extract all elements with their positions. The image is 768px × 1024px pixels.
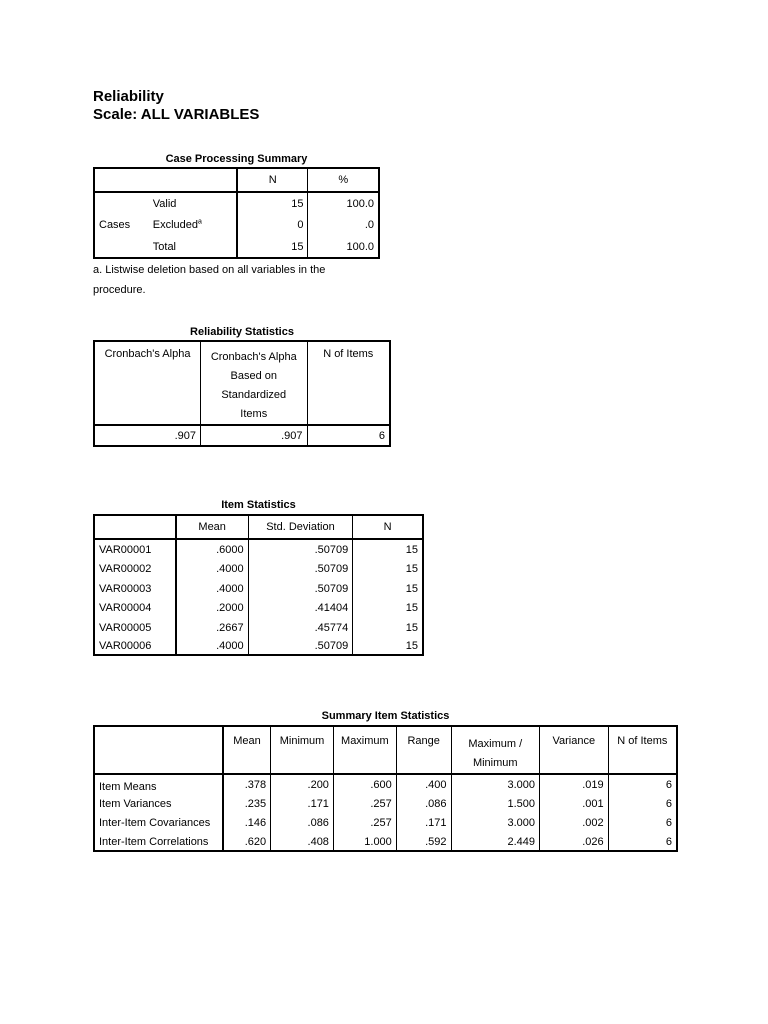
- table-row: [94, 236, 379, 258]
- header-line: Cronbach's Alpha: [210, 351, 297, 363]
- cell-value: .378: [223, 774, 271, 794]
- cell-value: 0: [237, 214, 308, 236]
- summary-statistics-title: Summary Item Statistics: [321, 710, 450, 722]
- table-row: [94, 813, 677, 833]
- table-row: [94, 192, 379, 214]
- column-header: Minimum: [271, 726, 334, 774]
- cell-value: .600: [333, 774, 396, 794]
- column-header: N: [237, 168, 308, 192]
- table-row: [94, 579, 423, 598]
- cell-value: 15: [353, 618, 423, 637]
- cell-value: .4000: [176, 637, 248, 655]
- table-row: [94, 618, 423, 637]
- column-header: N of Items: [307, 341, 390, 425]
- cell-value: .4000: [176, 579, 248, 598]
- cell-value: .4000: [176, 559, 248, 579]
- case-processing-title: Case Processing Summary: [165, 153, 308, 165]
- cell-value: 2.449: [451, 833, 539, 851]
- cell-value: .2667: [176, 618, 248, 637]
- header-line: Items: [240, 408, 268, 420]
- row-label: VAR00003: [99, 582, 152, 595]
- footnote-line: procedure.: [93, 284, 146, 296]
- cell-value: .400: [396, 774, 451, 794]
- column-header: N: [353, 515, 423, 539]
- table-header-row: [94, 341, 390, 425]
- header-line: Maximum /: [468, 738, 523, 750]
- cell-value: 15: [353, 598, 423, 618]
- column-header: Mean: [176, 515, 248, 539]
- cell-value: 1.500: [451, 794, 539, 813]
- cell-value: .171: [396, 813, 451, 833]
- cell-value: .50709: [248, 559, 353, 579]
- cell-value: .257: [333, 813, 396, 833]
- table-row: [94, 598, 423, 618]
- cell-value: 6: [608, 813, 677, 833]
- case-processing-table: [93, 167, 380, 259]
- header-line: Minimum: [472, 757, 518, 769]
- footnote-marker: a: [198, 218, 202, 226]
- cell-value: 6: [608, 833, 677, 851]
- cell-value: .171: [271, 794, 334, 813]
- cell-value: .2000: [176, 598, 248, 618]
- cell-value: .907: [174, 429, 197, 442]
- row-label: Excluded$^a$: [152, 218, 202, 231]
- cell-value: 100.0: [308, 236, 379, 258]
- cell-value: 15: [353, 637, 423, 655]
- cell-value: .026: [539, 833, 608, 851]
- cell-value: .907: [201, 425, 307, 446]
- row-label: VAR00002: [99, 563, 152, 575]
- table-row: [94, 425, 390, 446]
- cell-value: 3.000: [451, 774, 539, 794]
- cell-value: .0: [308, 214, 379, 236]
- cell-value: .002: [539, 813, 608, 833]
- table-header-row: [94, 515, 423, 539]
- cell-value: 15: [353, 539, 423, 559]
- cell-value: .408: [271, 833, 334, 851]
- cell-value: .50709: [248, 637, 353, 655]
- row-group-label: Cases: [99, 219, 131, 231]
- cell-value: .50709: [248, 579, 353, 598]
- column-header: [201, 341, 307, 425]
- cell-value: .200: [271, 774, 334, 794]
- column-header: Std. Deviation: [248, 515, 353, 539]
- cell-value: .235: [223, 794, 271, 813]
- cell-value: 6: [608, 774, 677, 794]
- table-row: [94, 774, 677, 794]
- row-label: Item Variances: [99, 797, 172, 810]
- table-header-row: [94, 168, 379, 192]
- cell-value: .257: [333, 794, 396, 813]
- reliability-title: Reliability Statistics: [190, 326, 294, 338]
- cell-value: .086: [396, 794, 451, 813]
- row-label: Inter-Item Correlations: [99, 835, 209, 848]
- row-label: VAR00001: [99, 543, 152, 556]
- column-header: Variance: [539, 726, 608, 774]
- table-row: [94, 794, 677, 813]
- reliability-table: [93, 340, 391, 447]
- cell-value: 100.0: [308, 192, 379, 214]
- cell-value: .592: [396, 833, 451, 851]
- row-label: Item Means: [99, 780, 157, 793]
- cell-value: .41404: [248, 598, 353, 618]
- column-header: Cronbach's Alpha: [94, 341, 201, 425]
- cell-value: .50709: [248, 539, 353, 559]
- table-row: [94, 539, 423, 559]
- cell-value: .6000: [176, 539, 248, 559]
- cell-value: .019: [539, 774, 608, 794]
- column-header: N of Items: [608, 726, 677, 774]
- cell-value: 3.000: [451, 813, 539, 833]
- cell-value: .620: [223, 833, 271, 851]
- row-label: VAR00005: [99, 621, 152, 634]
- table-row: [94, 637, 423, 655]
- cell-value: 15: [237, 236, 308, 258]
- header-line: Standardized: [221, 389, 287, 401]
- row-label: Inter-Item Covariances: [99, 817, 211, 829]
- table-header-row: [94, 726, 677, 774]
- cell-value: .086: [271, 813, 334, 833]
- page-title: Reliability: [93, 88, 164, 105]
- cell-value: 6: [608, 794, 677, 813]
- row-label: VAR00004: [99, 602, 152, 614]
- footnote: [93, 260, 393, 300]
- table-row: [94, 833, 677, 851]
- cell-value: 15: [237, 192, 308, 214]
- column-header: Mean: [223, 726, 271, 774]
- header-line: Based on: [230, 370, 277, 382]
- column-header: Range: [396, 726, 451, 774]
- cell-value: .45774: [248, 618, 353, 637]
- cell-value: 15: [353, 559, 423, 579]
- cell-value: 15: [353, 579, 423, 598]
- footnote-line: a. Listwise deletion based on all variables in the: [93, 264, 326, 276]
- row-label: Total: [152, 240, 177, 253]
- summary-statistics-table: [93, 725, 678, 852]
- row-label: VAR00006: [99, 639, 152, 652]
- table-row: [94, 559, 423, 579]
- column-header: %: [308, 168, 379, 192]
- table-row: [94, 214, 379, 236]
- column-header: Maximum: [333, 726, 396, 774]
- row-label: Valid: [152, 197, 177, 210]
- cell-value: 1.000: [333, 833, 396, 851]
- item-statistics-title: Item Statistics: [221, 499, 296, 511]
- cell-value: .001: [539, 794, 608, 813]
- column-header: [451, 726, 539, 774]
- cell-value: .146: [223, 813, 271, 833]
- item-statistics-table: [93, 514, 424, 656]
- scale-title: Scale: ALL VARIABLES: [93, 106, 260, 123]
- cell-value: 6: [307, 425, 390, 446]
